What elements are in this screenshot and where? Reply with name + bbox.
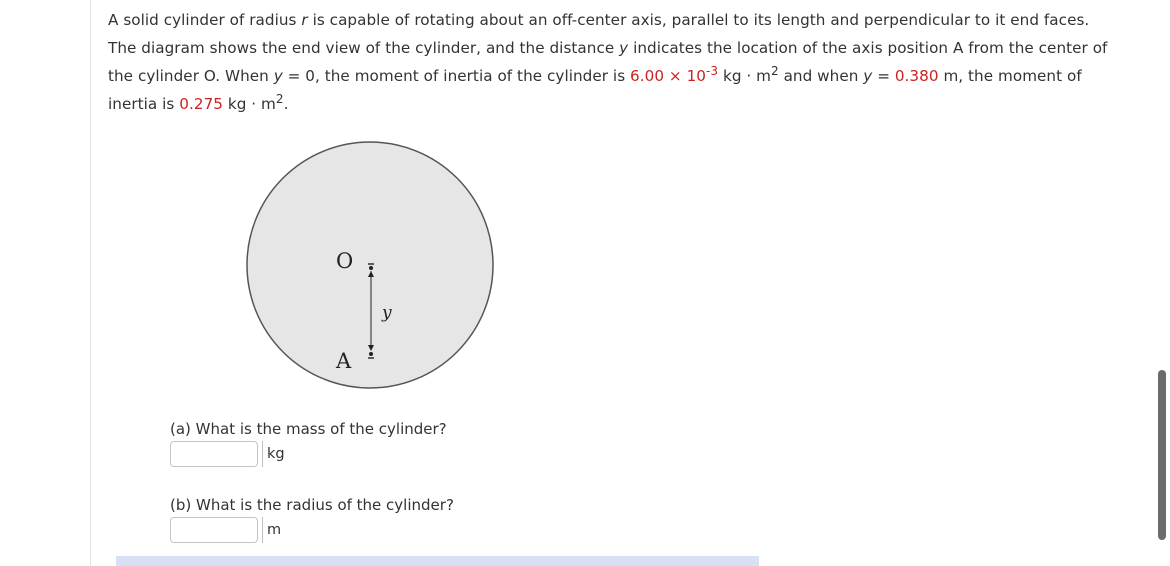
label-a: A bbox=[336, 349, 352, 373]
label-y: y bbox=[382, 303, 392, 323]
unit-text: kg · m bbox=[718, 67, 771, 85]
question-b: (b) What is the radius of the cylinder? bbox=[170, 496, 454, 514]
cylinder-circle bbox=[247, 142, 493, 388]
bottom-toolbar-strip bbox=[116, 556, 759, 566]
question-a: (a) What is the mass of the cylinder? bbox=[170, 420, 447, 438]
answer-row-a bbox=[170, 441, 285, 467]
scrollbar-thumb[interactable] bbox=[1158, 370, 1166, 540]
answer-row-b bbox=[170, 517, 281, 543]
problem-text-segment: the cylinder O. When bbox=[108, 67, 274, 85]
variable-y: y bbox=[863, 67, 873, 85]
mass-answer-input[interactable] bbox=[170, 441, 258, 467]
moment-of-inertia-exponent: -3 bbox=[706, 64, 719, 78]
moment-of-inertia-value-1: 6.00 × 10 bbox=[630, 67, 707, 85]
problem-text-segment: The diagram shows the end view of the cylinder, and the distance bbox=[108, 39, 620, 57]
problem-text-segment: is capable of rotating about an off-center axis, parallel to its length and perpendicular to it end faces. bbox=[307, 11, 1090, 29]
problem-text-segment: indicates the location of the axis position A from the center of bbox=[628, 39, 1108, 57]
left-divider bbox=[90, 0, 91, 566]
moment-of-inertia-value-2: 0.275 bbox=[179, 95, 223, 113]
problem-text-segment: A solid cylinder of radius bbox=[108, 11, 302, 29]
unit-exponent: 2 bbox=[275, 92, 284, 106]
variable-y: y bbox=[273, 67, 283, 85]
radius-answer-input[interactable] bbox=[170, 517, 258, 543]
unit-exponent: 2 bbox=[771, 64, 779, 78]
problem-text-segment: m, the moment of bbox=[938, 67, 1082, 85]
vertical-scrollbar[interactable] bbox=[1152, 0, 1170, 566]
distance-value: 0.380 bbox=[894, 67, 939, 85]
variable-y: y bbox=[619, 39, 629, 57]
label-o: O bbox=[336, 249, 354, 273]
variable-r: r bbox=[301, 11, 308, 29]
point-a-marker bbox=[369, 352, 373, 356]
unit-text: kg · m bbox=[223, 95, 276, 113]
cylinder-end-view-diagram bbox=[240, 138, 500, 398]
problem-text-segment: and when bbox=[778, 67, 864, 85]
problem-statement bbox=[108, 6, 1138, 118]
mass-unit-label: kg bbox=[262, 441, 285, 467]
problem-text-segment: = bbox=[872, 67, 895, 85]
problem-text-segment: inertia is bbox=[108, 95, 180, 113]
radius-unit-label: m bbox=[262, 517, 281, 543]
problem-text-segment: . bbox=[283, 95, 289, 113]
problem-text-segment: = 0, the moment of inertia of the cylinder is bbox=[282, 67, 631, 85]
point-o-marker bbox=[369, 266, 373, 270]
